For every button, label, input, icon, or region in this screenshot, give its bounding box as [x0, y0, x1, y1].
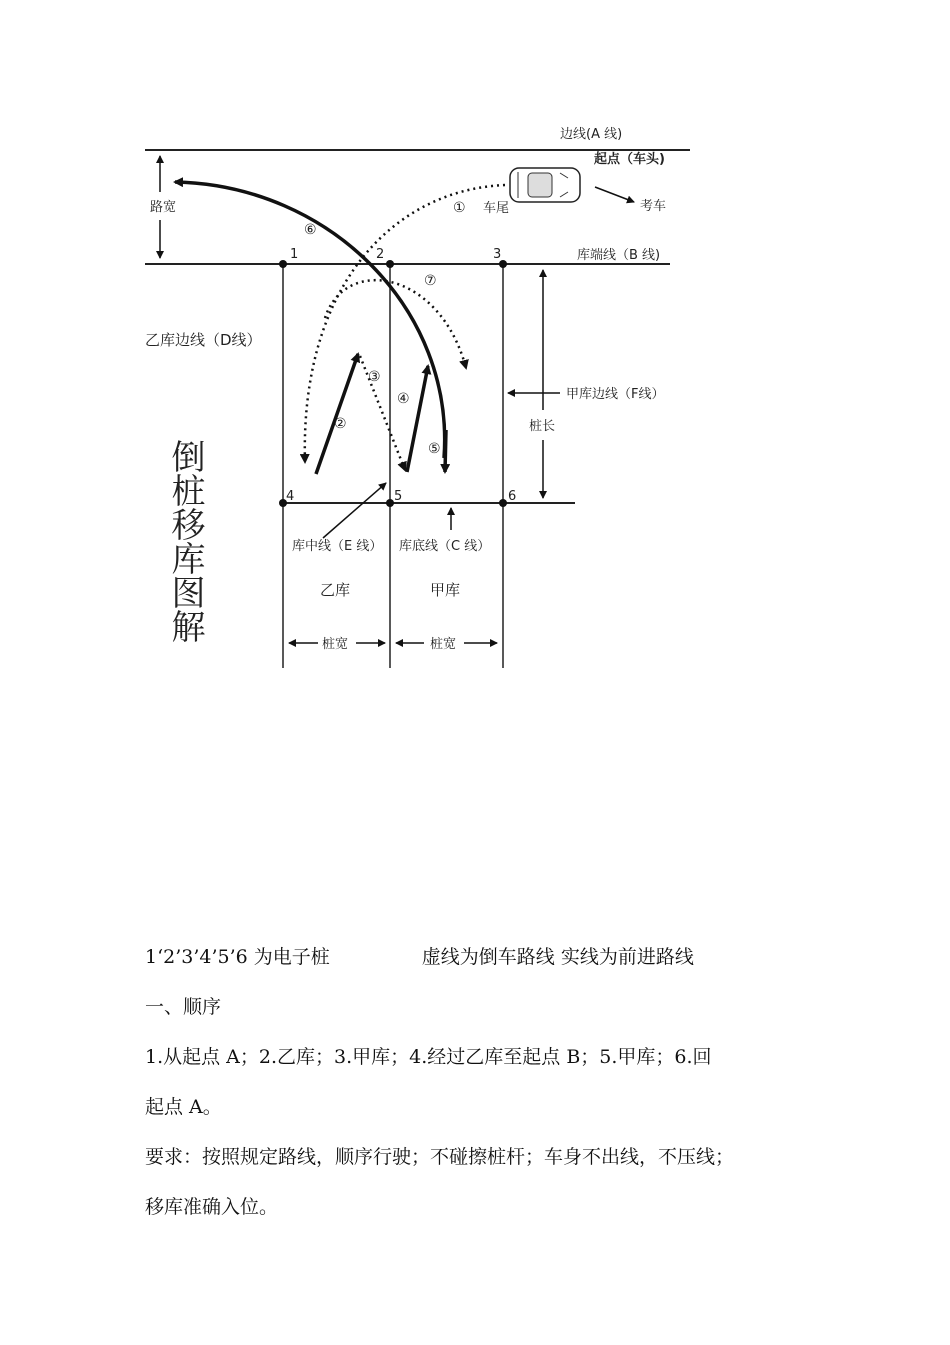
pile-width-label-2: 桩宽: [430, 637, 457, 652]
route-3-reverse: [360, 356, 405, 470]
pile-legend: 1‘2’3’4’5’6 为电子桩: [145, 946, 330, 968]
e-line-pointer: [323, 483, 386, 538]
car-tail-label: 车尾: [483, 201, 510, 216]
a-line-label: 边线(A 线): [560, 127, 623, 142]
requirement-paragraph-line-2: 移库准确入位。: [145, 1196, 279, 1218]
pile-5: [386, 499, 394, 507]
pile-number-1: 1: [290, 247, 299, 262]
road-width-label: 路宽: [150, 200, 177, 215]
pile-length-label: 桩长: [529, 419, 556, 434]
order-paragraph-line-2: 起点 A。: [145, 1096, 222, 1118]
d-line-label: 乙库边线（D线）: [145, 331, 262, 349]
section-heading: 一、顺序: [145, 996, 222, 1018]
examinee-car-label: 考车: [640, 199, 667, 214]
diagram-title: 倒桩移库图解: [165, 439, 205, 643]
order-paragraph-line-1: 1.从起点 A；2.乙库；3.甲库；4.经过乙库至起点 B；5.甲库；6.回: [145, 1046, 712, 1068]
c-line-label: 库底线（C 线）: [399, 539, 491, 554]
step-3: ③: [368, 369, 381, 385]
step-7: ⑦: [424, 273, 437, 289]
pile-number-3: 3: [493, 247, 502, 262]
step-5: ⑤: [428, 441, 441, 457]
requirement-paragraph-line-1: 要求：按照规定路线，顺序行驶；不碰擦桩杆；车身不出线，不压线；: [145, 1146, 735, 1168]
route-4-forward: [407, 366, 428, 472]
f-line-label: 甲库边线（F线）: [566, 387, 665, 402]
garage-jia-label: 甲库: [430, 581, 461, 599]
pile-6: [499, 499, 507, 507]
pile-number-4: 4: [286, 489, 295, 504]
pile-number-5: 5: [394, 489, 403, 504]
step-2: ②: [334, 416, 347, 432]
garage-yi-label: 乙库: [320, 581, 351, 599]
car-icon: [510, 168, 580, 202]
route-legend: 虚线为倒车路线 实线为前进路线: [421, 946, 694, 968]
examinee-car-pointer: [595, 187, 634, 202]
pile-number-6: 6: [508, 489, 517, 504]
pile-1: [279, 260, 287, 268]
step-4: ④: [397, 391, 410, 407]
pile-width-label-1: 桩宽: [322, 637, 349, 652]
pile-number-2: 2: [376, 247, 385, 262]
b-line-label: 库端线（B 线): [577, 248, 661, 263]
step-6: ⑥: [304, 222, 317, 238]
legend-line: [145, 944, 825, 970]
step-1: ①: [453, 200, 466, 216]
e-line-label: 库中线（E 线）: [292, 539, 383, 554]
route-5-forward: [445, 430, 446, 472]
start-point-label: 起点（车头): [594, 152, 665, 167]
route-2-forward: [316, 354, 358, 474]
pile-2: [386, 260, 394, 268]
